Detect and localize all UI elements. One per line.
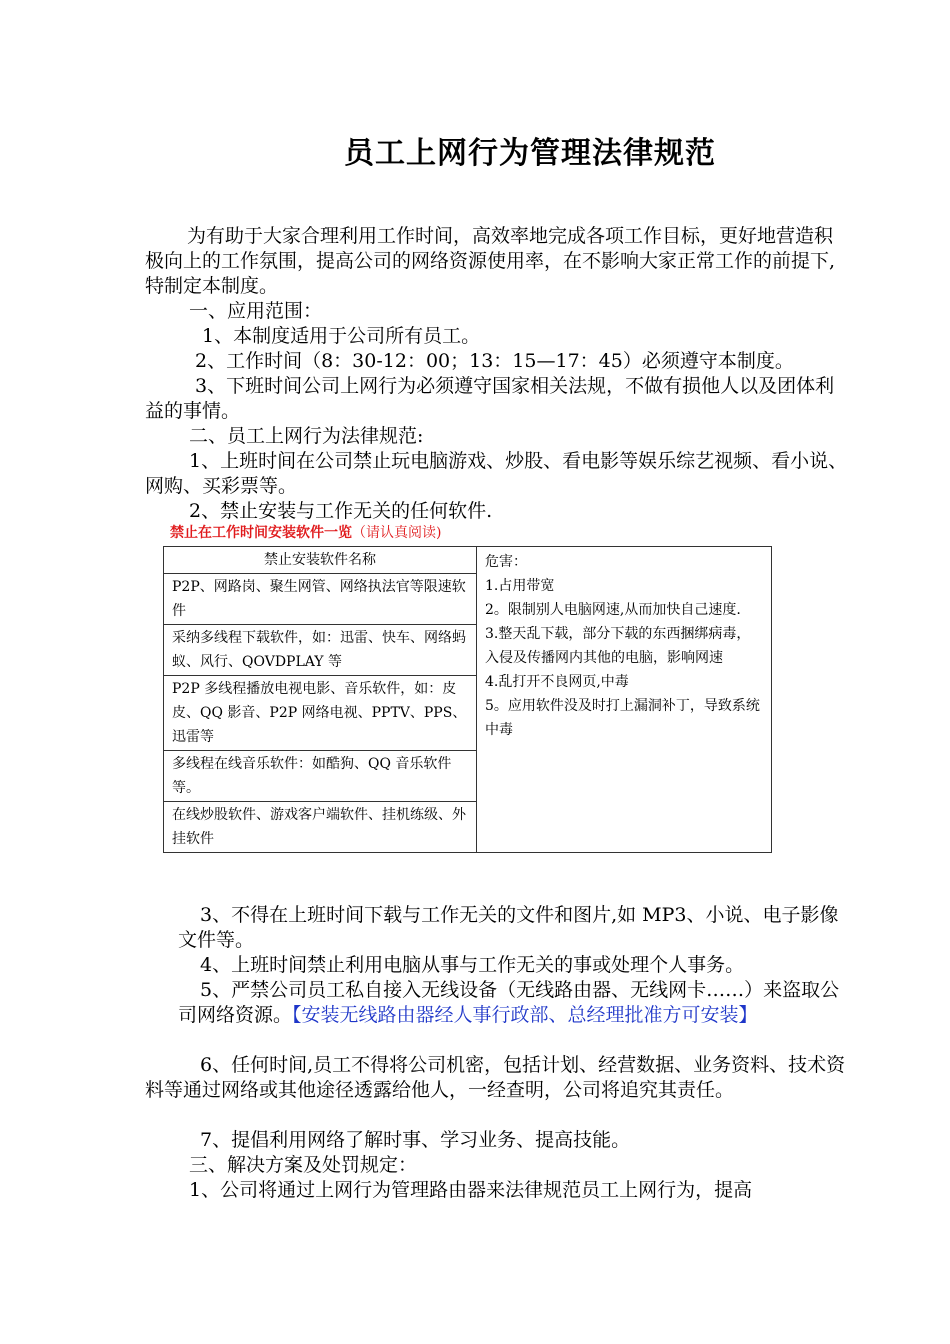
section3-item: 1、公司将通过上网行为管理路由器来法律规范员工上网行为，提高 (189, 1179, 753, 1201)
harm-item: 1.占用带宽 (485, 578, 555, 594)
software-cell: 在线炒股软件、游戏客户端软件、挂机练级、外挂软件 (164, 802, 477, 853)
software-cell: P2P 多线程播放电视电影、音乐软件，如：皮皮、QQ 影音、P2P 网络电视、PPTV、PPS、迅雷等 (164, 676, 477, 751)
item5-approval-note: 【安装无线路由器经人事行政部、总经理批准方可安装】 (292, 1004, 758, 1026)
table-header-software: 禁止安装软件名称 (164, 547, 477, 574)
harm-item: 入侵及传播网内其他的电脑，影响网速 (485, 650, 723, 666)
table-caption-title: 禁止在工作时间安装软件一览 (170, 525, 352, 541)
item5-text: 5、严禁公司员工私自接入无线设备（无线路由器、无线网卡……）来盗取公司网络资源。 (178, 979, 840, 1026)
table-caption-note: （请认真阅读) (352, 525, 442, 541)
section2-item: 6、任何时间,员工不得将公司机密，包括计划、经营数据、业务资料、技术资料等通过网络或其他途径透露给他人，一经查明，公司将追究其责任。 (145, 1054, 846, 1101)
harm-item: 4.乱打开不良网页,中毒 (485, 674, 629, 690)
software-cell: 多线程在线音乐软件：如酷狗、QQ 音乐软件等。 (164, 751, 477, 802)
section1-item: 1、本制度适用于公司所有员工。 (202, 325, 481, 347)
harms-cell (477, 547, 772, 853)
section3-heading: 三、解决方案及处罚规定： (189, 1154, 418, 1176)
intro-paragraph: 为有助于大家合理利用工作时间，高效率地完成各项工作目标，更好地营造积极向上的工作氛围，提高公司的网络资源使用率，在不影响大家正常工作的前提下,特制定本制度。 (145, 225, 836, 297)
harm-item: 3.整天乱下载，部分下载的东西捆绑病毒， (485, 626, 751, 642)
harm-item: 2。限制别人电脑网速,从而加快自己速度. (485, 602, 741, 618)
harm-item: 5。应用软件没及时打上漏洞补丁，导致系统中毒 (485, 698, 760, 738)
harms-heading: 危害： (485, 554, 527, 570)
document-title: 员工上网行为管理法律规范 (344, 136, 716, 171)
section2-heading: 二、员工上网行为法律规范: (189, 425, 424, 447)
section2-item5 (178, 978, 850, 1028)
section2-item: 3、不得在上班时间下载与工作无关的文件和图片,如 MP3、小说、电子影像文件等。 (178, 904, 839, 951)
software-cell: P2P、网路岗、聚生网管、网络执法官等限速软件 (164, 574, 477, 625)
section1-heading: 一、应用范围： (189, 300, 323, 322)
section2-item: 7、提倡利用网络了解时事、学习业务、提高技能。 (200, 1129, 631, 1151)
section2-item: 2、禁止安装与工作无关的任何软件. (189, 500, 493, 522)
section1-item: 3、下班时间公司上网行为必须遵守国家相关法规，不做有损他人以及团体利益的事情。 (145, 375, 835, 422)
table-caption (170, 522, 441, 542)
section2-item: 1、上班时间在公司禁止玩电脑游戏、炒股、看电影等娱乐综艺视频、看小说、网购、买彩票等。 (145, 450, 848, 497)
table-header-row (164, 547, 772, 574)
forbidden-software-table (163, 546, 772, 853)
section2-item: 4、上班时间禁止利用电脑从事与工作无关的事或处理个人事务。 (200, 954, 745, 976)
software-cell: 采纳多线程下载软件，如：迅雷、快车、网络蚂蚁、风行、QOVDPLAY 等 (164, 625, 477, 676)
section1-item: 2、工作时间（8：30-12：00；13：15—17：45）必须遵守本制度。 (195, 350, 794, 372)
